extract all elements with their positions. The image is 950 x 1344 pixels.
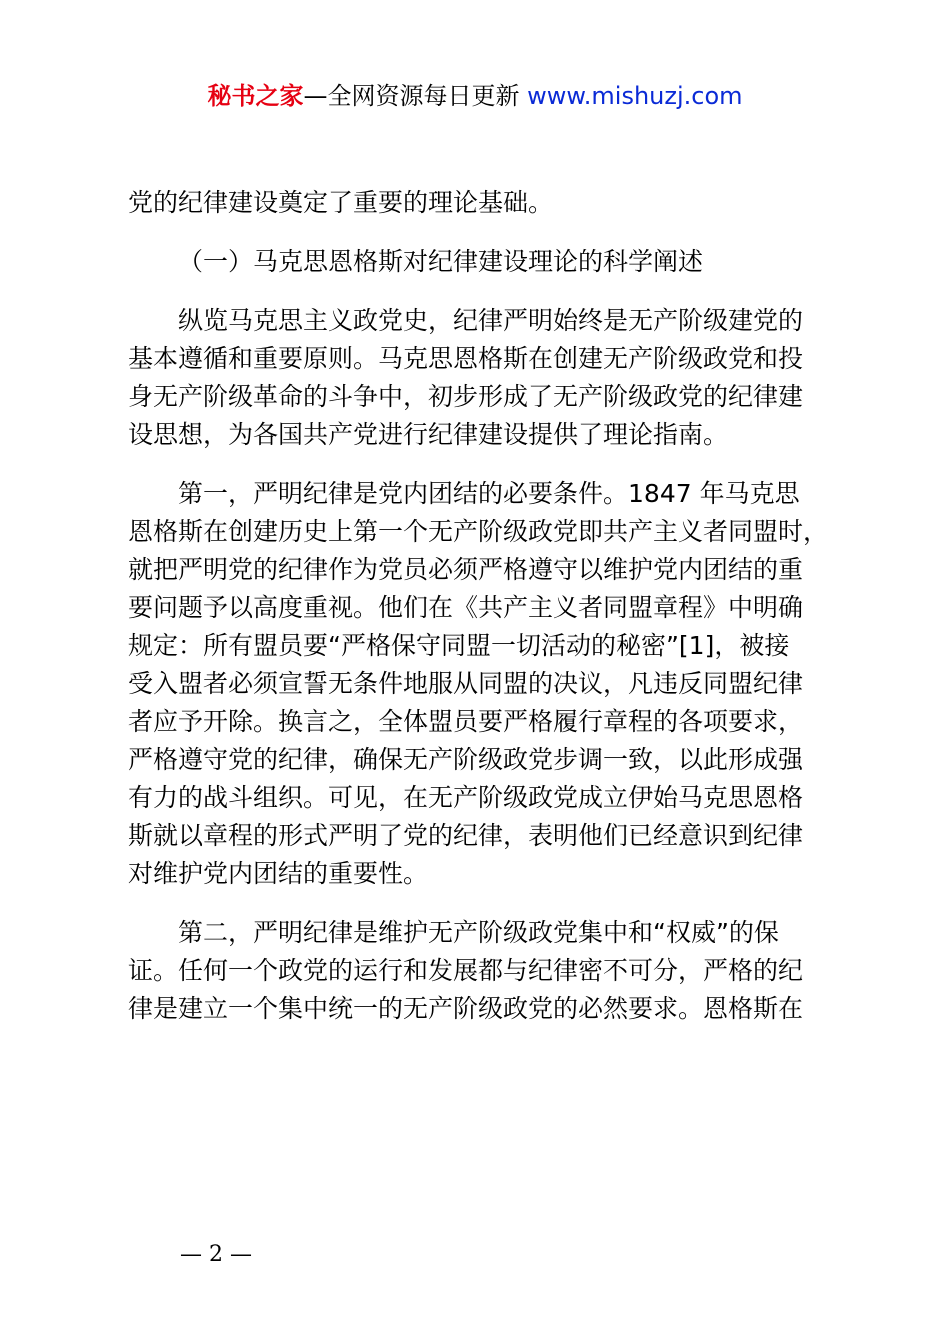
page-number: — 2 — xyxy=(180,1242,252,1267)
paragraph-line: 有力的战斗组织。可见，在无产阶级政党成立伊始马克思恩格 xyxy=(128,783,804,812)
paragraph-line: 设思想，为各国共产党进行纪律建设提供了理论指南。 xyxy=(128,420,729,449)
paragraph-line: 基本遵循和重要原则。马克思恩格斯在创建无产阶级政党和投 xyxy=(128,344,804,373)
paragraph-line: 党的纪律建设奠定了重要的理论基础。 xyxy=(128,188,554,217)
paragraph-line: 受入盟者必须宣誓无条件地服从同盟的决议，凡违反同盟纪律 xyxy=(128,669,804,698)
site-url: www.mishuzj.com xyxy=(527,82,743,110)
section-heading: （一）马克思恩格斯对纪律建设理论的科学阐述 xyxy=(178,247,704,276)
header-tagline: —全网资源每日更新 xyxy=(303,82,528,110)
brand-name: 秘书之家 xyxy=(207,82,304,110)
paragraph-line: 第一，严明纪律是党内团结的必要条件。1847 年马克思 xyxy=(178,479,800,508)
paragraph-line: 就把严明党的纪律作为党员必须严格遵守以维护党内团结的重 xyxy=(128,555,804,584)
paragraph-line: 者应予开除。换言之，全体盟员要严格履行章程的各项要求， xyxy=(128,707,804,736)
site-header xyxy=(0,80,950,112)
paragraph-line: 要问题予以高度重视。他们在《共产主义者同盟章程》中明确 xyxy=(128,593,804,622)
paragraph-line: 身无产阶级革命的斗争中，初步形成了无产阶级政党的纪律建 xyxy=(128,382,804,411)
paragraph-line: 恩格斯在创建历史上第一个无产阶级政党即共产主义者同盟时， xyxy=(128,517,829,546)
paragraph-line: 律是建立一个集中统一的无产阶级政党的必然要求。恩格斯在 xyxy=(128,994,804,1023)
paragraph-line: 第二，严明纪律是维护无产阶级政党集中和“权威”的保 xyxy=(178,918,779,947)
paragraph-line: 证。任何一个政党的运行和发展都与纪律密不可分，严格的纪 xyxy=(128,956,804,985)
paragraph-line: 纵览马克思主义政党史，纪律严明始终是无产阶级建党的 xyxy=(178,306,804,335)
paragraph-line: 严格遵守党的纪律，确保无产阶级政党步调一致，以此形成强 xyxy=(128,745,804,774)
paragraph-line: 规定：所有盟员要“严格保守同盟一切活动的秘密”[1]，被接 xyxy=(128,631,790,660)
document-body xyxy=(128,184,828,1028)
paragraph-line: 对维护党内团结的重要性。 xyxy=(128,859,429,888)
paragraph-line: 斯就以章程的形式严明了党的纪律，表明他们已经意识到纪律 xyxy=(128,821,804,850)
